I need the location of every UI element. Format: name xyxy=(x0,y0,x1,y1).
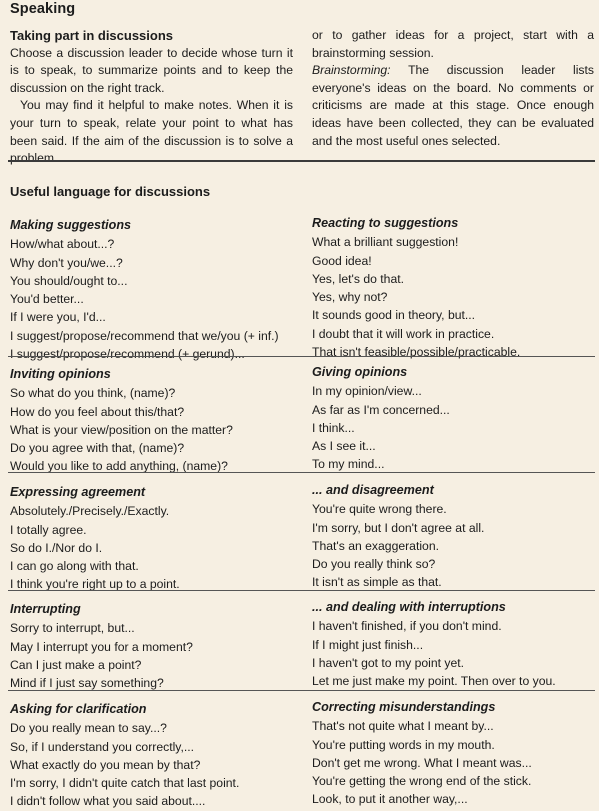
phrase-item: Do you agree with that, (name)? xyxy=(10,441,185,456)
row-divider xyxy=(8,356,595,357)
making-suggestions-block xyxy=(10,216,295,363)
block-heading: Giving opinions xyxy=(312,365,408,379)
phrase-item: I haven't finished, if you don't mind. xyxy=(312,619,502,634)
phrase-item: How do you feel about this/that? xyxy=(10,404,185,419)
intro-subheading: Taking part in discussions xyxy=(10,28,174,43)
block-heading: ... and dealing with interruptions xyxy=(312,600,506,614)
phrase-item: You're quite wrong there. xyxy=(312,502,447,517)
phrase-item: I can go along with that. xyxy=(10,559,139,574)
phrase-item: You should/ought to... xyxy=(10,273,128,288)
page-title: Speaking xyxy=(10,1,76,17)
phrase-item: As I see it... xyxy=(312,439,376,454)
intro-left-column xyxy=(10,27,293,168)
phrase-item: Yes, let's do that. xyxy=(312,271,404,286)
block-heading: Interrupting xyxy=(10,602,81,616)
block-heading: Reacting to suggestions xyxy=(312,216,459,230)
row-divider xyxy=(8,690,595,691)
brainstorming-text: The discussion leader lists everyone's ideas on the board. No comments or criticisms are made at this stage. Once enough ideas have been collected, they can be evaluated and the most useful ones selected. xyxy=(312,63,594,148)
block-heading: ... and disagreement xyxy=(312,483,434,497)
block-heading: Correcting misunderstandings xyxy=(312,700,496,714)
phrase-item: Would you like to add anything, (name)? xyxy=(10,459,228,474)
row-divider xyxy=(8,590,595,591)
phrase-item: May I interrupt you for a moment? xyxy=(10,639,193,654)
phrase-item: I'm sorry, I didn't quite catch that last point. xyxy=(10,776,240,791)
brainstorming-label: Brainstorming: xyxy=(312,63,391,78)
phrase-item: Mind if I just say something? xyxy=(10,676,164,691)
phrase-item: I haven't got to my point yet. xyxy=(312,655,465,670)
asking-for-clarification-block xyxy=(10,700,295,811)
phrase-item: Do you really think so? xyxy=(312,557,436,572)
phrase-item: That's not quite what I meant by... xyxy=(312,719,494,734)
phrase-item: What a brilliant suggestion! xyxy=(312,235,459,250)
phrase-item: You're getting the wrong end of the stick. xyxy=(312,774,532,789)
intro-continuation: or to gather ideas for a project, start with a brainstorming session. xyxy=(312,28,594,60)
phrase-item: To my mind... xyxy=(312,457,385,472)
phrase-item: Let me just make my point. Then over to you. xyxy=(312,674,556,689)
block-heading: Expressing agreement xyxy=(10,485,146,499)
phrase-item: How/what about...? xyxy=(10,237,115,252)
phrase-item: It sounds good in theory, but... xyxy=(312,308,476,323)
phrase-item: What is your view/position on the matter? xyxy=(10,422,233,437)
phrase-item: Absolutely./Precisely./Exactly. xyxy=(10,504,170,519)
phrase-item: I suggest/propose/recommend (+ gerund)... xyxy=(10,347,245,362)
phrase-item: Good idea! xyxy=(312,253,372,268)
intro-paragraph-1: Choose a discussion leader to decide whose turn it is to speak, to summarize points and to keep the discussion on the right track. xyxy=(10,45,293,95)
phrase-item: Look, to put it another way,... xyxy=(312,792,468,807)
giving-opinions-block xyxy=(312,363,597,474)
phrase-item: You're putting words in my mouth. xyxy=(312,737,495,752)
phrase-item: I didn't follow what you said about.... xyxy=(10,794,206,809)
phrase-item: Yes, why not? xyxy=(312,290,388,305)
phrase-item: Do you really mean to say...? xyxy=(10,721,167,736)
interrupting-block xyxy=(10,600,295,692)
phrase-item: I'm sorry, but I don't agree at all. xyxy=(312,520,485,535)
phrase-item: I think you're right up to a point. xyxy=(10,577,180,592)
expressing-agreement-block xyxy=(10,483,295,594)
phrase-item: I doubt that it will work in practice. xyxy=(312,326,495,341)
brainstorming-paragraph xyxy=(312,62,594,150)
phrase-item: Don't get me wrong. What I meant was... xyxy=(312,755,532,770)
phrase-item: I totally agree. xyxy=(10,522,87,537)
phrase-item: If I might just finish... xyxy=(312,637,424,652)
phrase-item: It isn't as simple as that. xyxy=(312,575,442,590)
reacting-to-suggestions-block xyxy=(312,214,597,361)
phrase-item: That's an exaggeration. xyxy=(312,538,439,553)
block-heading: Asking for clarification xyxy=(10,702,147,716)
phrase-item: I think... xyxy=(312,420,355,435)
block-heading: Making suggestions xyxy=(10,218,132,232)
row-divider xyxy=(8,472,595,473)
disagreement-block xyxy=(312,481,597,592)
phrase-item: Can I just make a point? xyxy=(10,657,142,672)
correcting-misunderstandings-block xyxy=(312,698,597,809)
inviting-opinions-block xyxy=(10,365,295,476)
phrase-item: As far as I'm concerned... xyxy=(312,402,450,417)
phrase-item: Sorry to interrupt, but... xyxy=(10,621,135,636)
useful-language-title: Useful language for discussions xyxy=(10,184,211,199)
phrase-item: So do I./Nor do I. xyxy=(10,540,103,555)
phrase-item: In my opinion/view... xyxy=(312,384,422,399)
phrase-item: What exactly do you mean by that? xyxy=(10,757,201,772)
phrase-item: That isn't feasible/possible/practicable. xyxy=(312,345,521,360)
phrase-item: You'd better... xyxy=(10,292,84,307)
dealing-with-interruptions-block xyxy=(312,598,597,690)
block-heading: Inviting opinions xyxy=(10,367,111,381)
phrase-item: Why don't you/we...? xyxy=(10,255,123,270)
phrase-item: So, if I understand you correctly,... xyxy=(10,739,195,754)
section-divider xyxy=(8,160,595,162)
phrase-item: I suggest/propose/recommend that we/you (+ inf.) xyxy=(10,328,279,343)
intro-right-column xyxy=(312,27,594,150)
intro-paragraph-2: You may find it helpful to make notes. When it is your turn to speak, relate your point to what has been said. If the aim of the discussion is to solve a problem xyxy=(10,98,293,166)
phrase-item: If I were you, I'd... xyxy=(10,310,106,325)
phrase-item: So what do you think, (name)? xyxy=(10,386,176,401)
